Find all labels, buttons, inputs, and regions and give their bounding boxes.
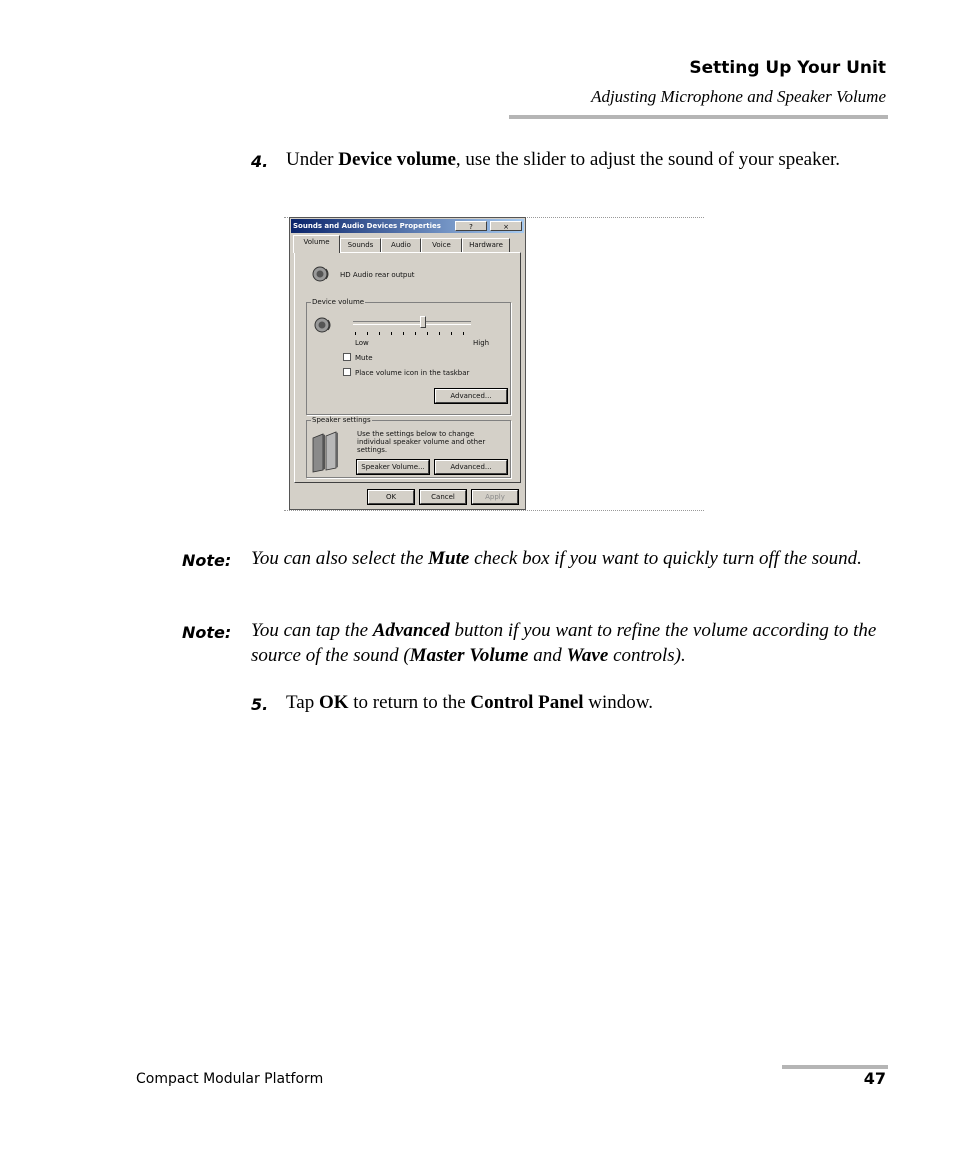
note-bold-term: Mute [428, 548, 470, 569]
footer-product-name: Compact Modular Platform [136, 1071, 324, 1087]
help-button[interactable]: ? [455, 221, 487, 231]
dialog-title: Sounds and Audio Devices Properties [293, 222, 441, 230]
step-text-part: Tap [286, 692, 319, 713]
volume-slider[interactable] [353, 316, 471, 338]
step-number: 4. [251, 152, 269, 171]
sound-properties-dialog [289, 217, 526, 510]
mute-checkbox[interactable] [343, 353, 351, 361]
cancel-button[interactable]: Cancel [420, 490, 466, 504]
device-volume-group [306, 298, 511, 415]
note-text-part: controls). [608, 645, 686, 666]
step-bold-term: OK [318, 692, 349, 713]
speaker-volume-button[interactable]: Speaker Volume... [357, 460, 429, 474]
note-text [251, 618, 883, 668]
volume-tab-panel [294, 252, 521, 483]
taskbar-checkbox[interactable] [343, 368, 351, 376]
step-5 [251, 690, 851, 716]
speaker-settings-text: Use the settings below to change individual speaker volume and other settings. [357, 430, 486, 454]
note-text-part: You can also select the [251, 548, 429, 569]
tab-audio[interactable]: Audio [381, 238, 421, 252]
note-text-part: and [528, 645, 567, 666]
ok-button[interactable]: OK [368, 490, 414, 504]
running-header-title: Setting Up Your Unit [689, 58, 886, 78]
slider-thumb[interactable] [420, 316, 426, 328]
header-rule [509, 115, 888, 119]
tab-voice[interactable]: Voice [421, 238, 462, 252]
tab-hardware[interactable]: Hardware [462, 238, 510, 252]
low-label: Low [355, 339, 369, 347]
note-text-part: button if you want to refine the volume according to the source of the sound ( [251, 620, 877, 666]
advanced-button[interactable]: Advanced... [435, 389, 507, 403]
note-text [251, 546, 883, 571]
step-bold-term: Device volume [338, 149, 456, 170]
page-number: 47 [863, 1069, 886, 1088]
speaker-settings-group [306, 416, 511, 478]
note-label: Note: [182, 551, 232, 570]
note-text-part: You can tap the [251, 620, 373, 641]
close-button[interactable]: × [490, 221, 522, 231]
step-text [286, 690, 846, 715]
speaker-advanced-button[interactable]: Advanced... [435, 460, 507, 474]
note-bold-term: Advanced [372, 620, 450, 641]
speakers-icon [311, 430, 339, 474]
note-label: Note: [182, 623, 232, 642]
step-text-part: to return to the [348, 692, 471, 713]
step-text-part: , use the slider to adjust the sound of your speaker. [455, 149, 841, 170]
device-name: HD Audio rear output [340, 271, 415, 279]
running-header-subtitle: Adjusting Microphone and Speaker Volume [591, 87, 886, 106]
note-bold-term: Wave [566, 645, 609, 666]
high-label: High [473, 339, 490, 347]
apply-button[interactable]: Apply [472, 490, 518, 504]
tab-volume[interactable]: Volume [293, 235, 340, 253]
step-number: 5. [251, 695, 269, 714]
step-4 [251, 147, 851, 199]
slider-track [353, 321, 471, 325]
mute-label: Mute [355, 354, 373, 362]
speaker-icon [313, 315, 333, 335]
step-text [286, 147, 846, 172]
tab-sounds[interactable]: Sounds [340, 238, 381, 252]
step-text-part: Under [286, 149, 339, 170]
note-advanced [182, 618, 882, 670]
device-volume-label: Device volume [312, 298, 365, 306]
note-bold-term: Master Volume [409, 645, 529, 666]
note-text-part: check box if you want to quickly turn off the sound. [469, 548, 862, 569]
note-mute [182, 546, 882, 598]
step-bold-term: Control Panel [470, 692, 584, 713]
taskbar-label: Place volume icon in the taskbar [355, 369, 470, 377]
step-text-part: window. [583, 692, 654, 713]
speaker-settings-label: Speaker settings [312, 416, 371, 424]
speaker-icon [311, 264, 331, 284]
